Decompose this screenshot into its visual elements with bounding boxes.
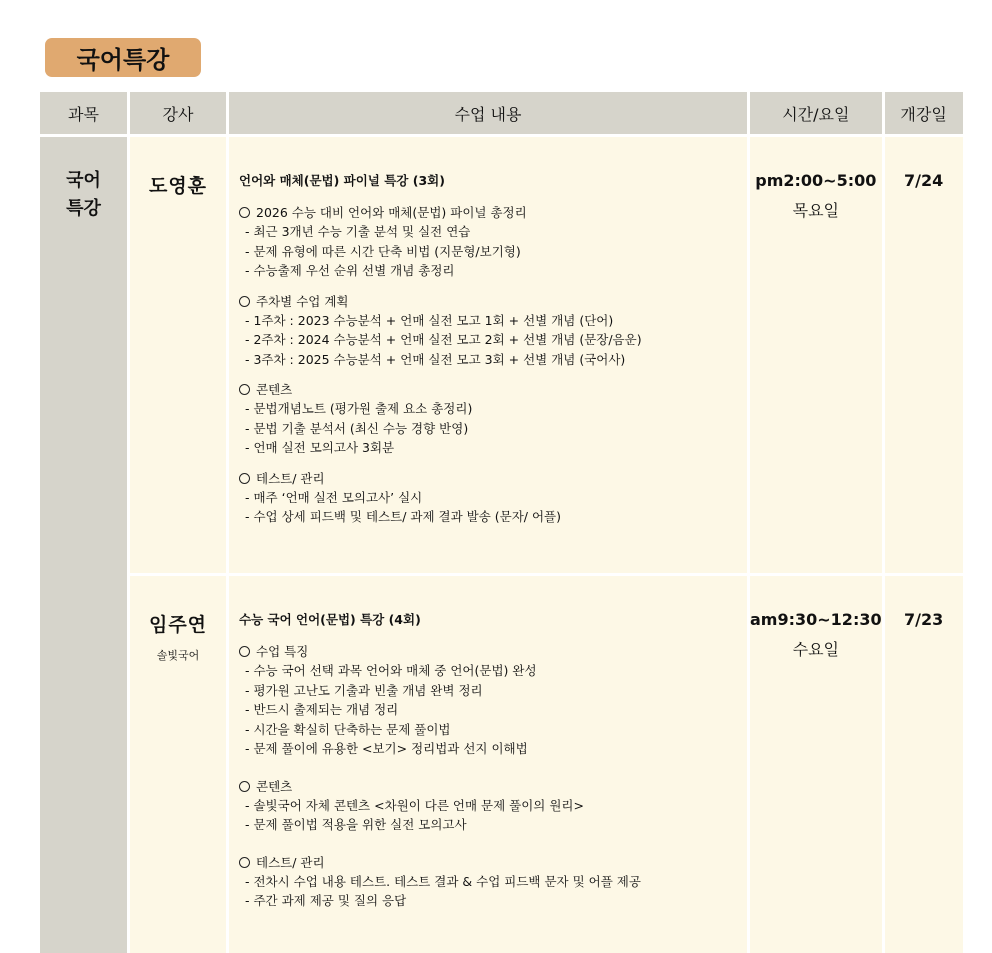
list-item: - 2주차 : 2024 수능분석 + 언매 실전 모고 2회 + 선별 개념 (문장/음운) <box>245 332 642 347</box>
subject-cell <box>40 137 127 953</box>
list-item: - 3주차 : 2025 수능분석 + 언매 실전 모고 3회 + 선별 개념 (국어사) <box>245 351 626 367</box>
course-title: 언어와 매체(문법) 파이널 특강 (3회) <box>239 173 445 188</box>
section-heading: 2026 수능 대비 언어와 매체(문법) 파이널 총정리 <box>256 205 527 220</box>
start-date: 7/24 <box>903 171 944 190</box>
list-item: - 최근 3개년 수능 기출 분석 및 실전 연습 <box>245 224 471 239</box>
list-item: - 1주차 : 2023 수능분석 + 언매 실전 모고 1회 + 선별 개념 (단어) <box>245 312 614 328</box>
circle-bullet-icon <box>239 384 250 395</box>
header-content: 수업 내용 <box>229 92 747 134</box>
content-cell <box>229 137 747 573</box>
class-day: 목요일 <box>792 201 839 220</box>
list-item: - 문제 풀이법 적용을 위한 실전 모의고사 <box>245 817 467 833</box>
section-heading: 수업 특징 <box>256 644 309 660</box>
section-heading: 주차별 수업 계획 <box>256 293 349 309</box>
page-title: 국어특강 <box>45 38 201 77</box>
section-heading: 테스트/ 관리 <box>256 470 325 486</box>
content-cell <box>229 573 747 953</box>
header-time: 시간/요일 <box>750 92 882 134</box>
start-date-cell <box>885 137 963 573</box>
teacher-name: 임주연 <box>148 614 208 637</box>
class-day: 수요일 <box>792 640 839 660</box>
teacher-affiliation: 솔빛국어 <box>156 649 200 663</box>
circle-bullet-icon <box>239 646 250 657</box>
course-title: 수능 국어 언어(문법) 특강 (4회) <box>239 612 421 628</box>
list-item: - 전차시 수업 내용 테스트. 테스트 결과 & 수업 피드백 문자 및 어플 제공 <box>245 873 641 889</box>
section-heading: 테스트/ 관리 <box>256 854 325 870</box>
subject-line: 특강 <box>66 198 101 219</box>
content-section <box>239 642 747 759</box>
list-item: - 시간을 확실히 단축하는 문제 풀이법 <box>245 721 451 737</box>
schedule-table <box>37 92 966 953</box>
header-teacher: 강사 <box>130 92 226 134</box>
section-heading: 콘텐츠 <box>256 778 293 794</box>
circle-bullet-icon <box>239 781 250 792</box>
content-section <box>239 380 747 458</box>
list-item: - 문법개념노트 (평가원 출제 요소 총정리) <box>245 401 473 416</box>
start-date: 7/23 <box>903 610 944 630</box>
list-item: - 언매 실전 모의고사 3회분 <box>245 440 395 455</box>
circle-bullet-icon <box>239 473 250 484</box>
circle-bullet-icon <box>239 207 250 218</box>
list-item: - 수능 국어 선택 과목 언어와 매체 중 언어(문법) 완성 <box>245 663 537 679</box>
list-item: - 솔빛국어 자체 콘텐츠 <차원이 다른 언매 문제 풀이의 원리> <box>245 797 584 813</box>
list-item: - 수업 상세 피드백 및 테스트/ 과제 결과 발송 (문자/ 어플) <box>245 509 561 524</box>
subject-line: 국어 <box>66 170 101 191</box>
list-item: - 문법 기출 분석서 (최신 수능 경향 반영) <box>245 420 469 436</box>
circle-bullet-icon <box>239 296 250 307</box>
list-item: - 매주 ‘언매 실전 모의고사’ 실시 <box>245 489 423 505</box>
start-date-cell <box>885 573 963 953</box>
class-time: pm2:00~5:00 <box>755 171 877 190</box>
header-start-date: 개강일 <box>885 92 963 134</box>
list-item: - 문제 풀이에 유용한 <보기> 정리법과 선지 이해법 <box>245 741 528 757</box>
class-time: am9:30~12:30 <box>750 610 882 630</box>
list-item: - 주간 과제 제공 및 질의 응답 <box>245 893 407 909</box>
section-heading: 콘텐츠 <box>256 382 293 397</box>
table-row <box>40 137 963 573</box>
teacher-name: 도영훈 <box>148 175 208 197</box>
list-item: - 문제 유형에 따른 시간 단축 비법 (지문형/보기형) <box>245 243 521 259</box>
teacher-cell <box>130 573 226 953</box>
content-section <box>239 777 747 835</box>
header-subject: 과목 <box>40 92 127 134</box>
content-section <box>239 203 747 281</box>
list-item: - 수능출제 우선 순위 선별 개념 총정리 <box>245 263 455 278</box>
list-item: - 반드시 출제되는 개념 정리 <box>245 702 399 718</box>
table-row <box>40 573 963 953</box>
content-section <box>239 292 747 370</box>
time-cell <box>750 573 882 953</box>
content-section <box>239 469 747 527</box>
list-item: - 평가원 고난도 기출과 빈출 개념 완벽 정리 <box>245 682 483 698</box>
time-cell <box>750 137 882 573</box>
teacher-cell <box>130 137 226 573</box>
circle-bullet-icon <box>239 857 250 868</box>
content-section <box>239 853 747 911</box>
